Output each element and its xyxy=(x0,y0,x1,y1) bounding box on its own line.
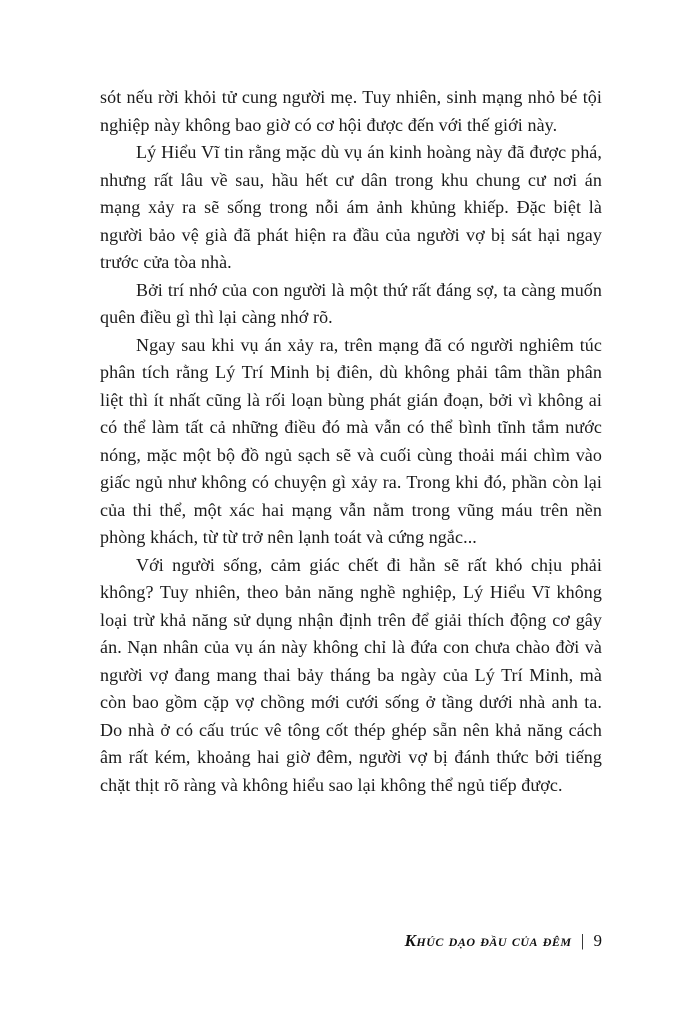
body-text xyxy=(100,84,602,799)
paragraph: Ngay sau khi vụ án xảy ra, trên mạng đã có người nghiêm túc phân tích rằng Lý Trí Minh bị điên, dù không phải tâm thần phân liệt thì ít nhất cũng là rối loạn bùng phát gián đoạn, bởi vì không ai có thể làm tất cả những điều đó mà vẫn có thể bình tĩnh tắm nước nóng, mặc một bộ đồ ngủ sạch sẽ và cuối cùng thoải mái chìm vào giấc ngủ như không có chuyện gì xảy ra. Trong khi đó, phần còn lại của thi thể, một xác hai mạng vẫn nằm trong vũng máu trên nền phòng khách, từ từ trở nên lạnh toát và cứng ngắc... xyxy=(100,334,602,547)
paragraph: Với người sống, cảm giác chết đi hẳn sẽ rất khó chịu phải không? Tuy nhiên, theo bản năng nghề nghiệp, Lý Hiểu Vĩ không loại trừ khả năng sử dụng nhận định trên để giải thích động cơ gây án. Nạn nhân của vụ án này không chỉ là đứa con chưa chào đời và người vợ đang mang thai bảy tháng ba ngày của Lý Trí Minh, mà còn bao gồm cặp vợ chồng mới cưới sống ở tầng dưới nhà anh ta. Do nhà ở có cấu trúc vê tông cốt thép ghép sẵn nên khả năng cách âm rất kém, khoảng hai giờ đêm, người vợ bị đánh thức bởi tiếng chặt thịt rõ ràng và không hiểu sao lại không thể ngủ tiếp được. xyxy=(100,554,602,795)
paragraph: Lý Hiểu Vĩ tin rằng mặc dù vụ án kinh hoàng này đã được phá, nhưng rất lâu về sau, hầu hết cư dân trong khu chung cư nơi án mạng xảy ra sẽ sống trong nỗi ám ảnh khủng khiếp. Đặc biệt là người bảo vệ già đã phát hiện ra đầu của người vợ bị sát hại ngay trước cửa tòa nhà. xyxy=(100,142,602,272)
footer-separator: | xyxy=(580,931,585,950)
chapter-title: Khúc dạo đầu của đêm xyxy=(404,931,572,950)
paragraph-continuation: sót nếu rời khỏi tử cung người mẹ. Tuy nhiên, sinh mạng nhỏ bé tội nghiệp này không bao giờ có cơ hội được đến với thế giới này. xyxy=(100,87,602,135)
paragraph: Bởi trí nhớ của con người là một thứ rất đáng sợ, ta càng muốn quên điều gì thì lại càng nhớ rõ. xyxy=(100,279,602,327)
page-footer xyxy=(100,931,602,951)
page-number: 9 xyxy=(593,931,602,950)
